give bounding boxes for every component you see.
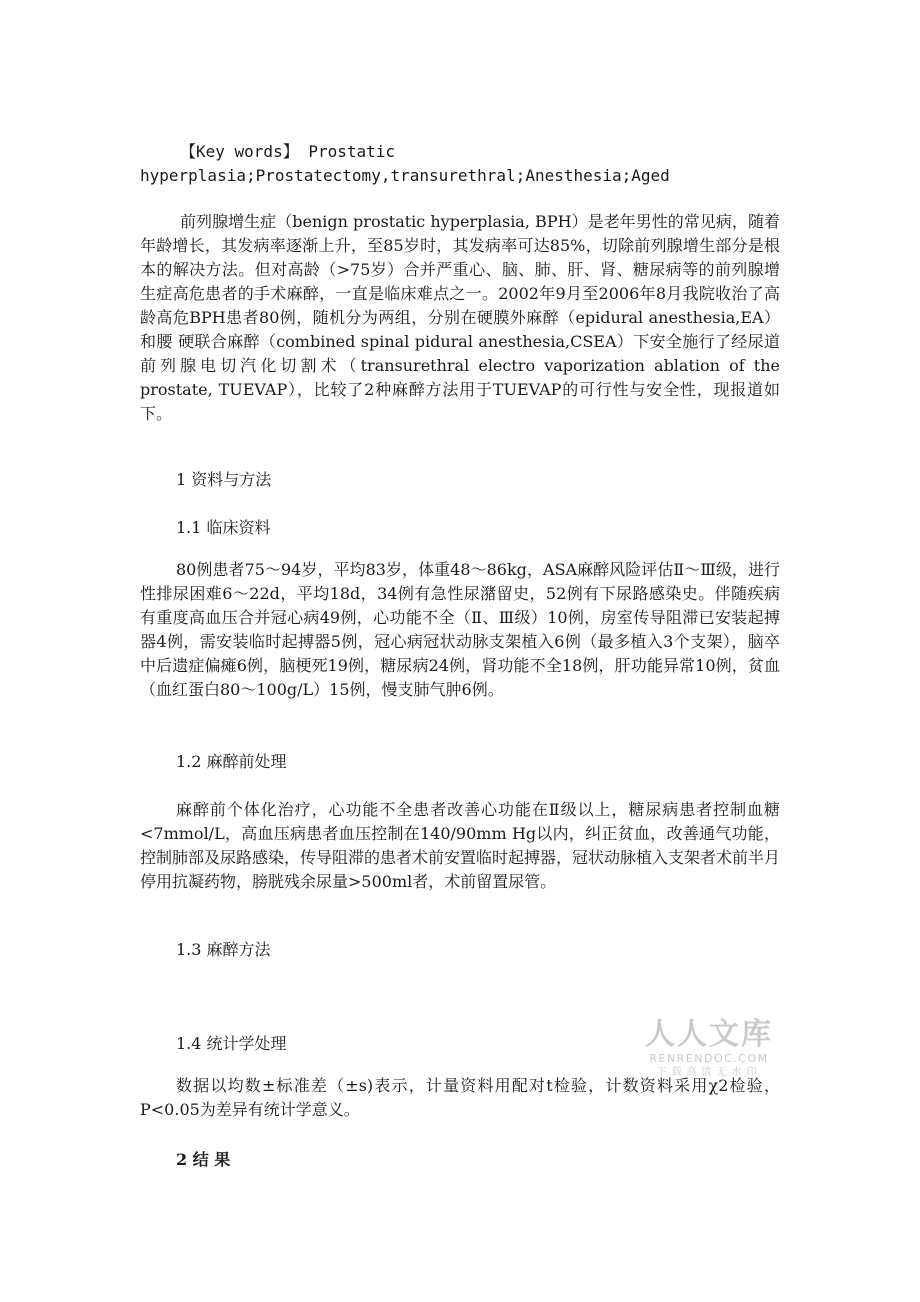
keywords-line-2: hyperplasia;Prostatectomy,transurethral;Anesthesia;Aged [140,166,670,185]
watermark-subtext: 下载高清无水印 [656,1067,762,1078]
clinical-data-paragraph: 80例患者75～94岁，平均83岁，体重48～86kg，ASA麻醉风险评估Ⅱ～Ⅲ级，进行性排尿困难6～22d，平均18d，34例有急性尿潴留史，52例有下尿路感染史。伴随疾病有重度高血压合并冠心病49例，心功能不全（Ⅱ、Ⅲ级）10例，房室传导阻滞已安装起搏器4例，需安装临时起搏器5例，冠心病冠状动脉支架植入6例（最多植入3个支架），脑卒中后遗症偏瘫6例，脑梗死19例，糖尿病24例，肾功能不全18例，肝功能异常10例，贫血（血红蛋白80～100g/L）15例，慢支肺气肿6例。 [140,560,780,699]
keywords-line-1: 【Key words】 Prostatic [180,142,396,161]
watermark-logo [644,1018,774,1080]
section-1-heading: 1 资料与方法 [176,470,272,489]
section-2-heading: 2 结 果 [176,1150,231,1169]
intro-paragraph: 前列腺增生症（benign prostatic hyperplasia, BPH）是老年男性的常见病，随着年龄增长，其发病率逐渐上升，至85岁时，其发病率可达85%，切除前列腺增生部分是根本的解决方法。但对高龄（>75岁）合并严重心、脑、肺、肝、肾、糖尿病等的前列腺增生症高危患者的手术麻醉，一直是临床难点之一。2002年9月至2006年8月我院收治了高龄高危BPH患者80例，随机分为两组，分别在硬膜外麻醉（epidural anesthesia,EA）和腰 硬联合麻醉（combined spinal pidural anesthesia,CSEA）下安全施行了经尿道前列腺电切汽化切割术（transurethral electro vaporization ablation of the prostate, TUEVAP），比较了2种麻醉方法用于TUEVAP的可行性与安全性，现报道如下。 [140,212,780,423]
section-1-4-heading: 1.4 统计学处理 [176,1034,287,1053]
preanesthesia-paragraph: 麻醉前个体化治疗，心功能不全患者改善心功能在Ⅱ级以上，糖尿病患者控制血糖<7mmol/L，高血压病患者血压控制在140/90mm Hg以内，纠正贫血，改善通气功能，控制肺部及尿路感染，传导阻滞的患者术前安置临时起搏器，冠状动脉植入支架者术前半月停用抗凝药物，膀胱残余尿量>500ml者，术前留置尿管。 [140,800,781,891]
statistics-paragraph: 数据以均数±标准差（±s)表示，计量资料用配对t检验，计数资料采用χ2检验，P<0.05为差异有统计学意义。 [140,1076,780,1119]
section-1-1-heading: 1.1 临床资料 [176,518,271,537]
watermark-main-text: 人人文库 [645,1017,773,1052]
section-1-3-heading: 1.3 麻醉方法 [176,940,271,959]
section-1-2-heading: 1.2 麻醉前处理 [176,752,287,771]
keywords-block [140,140,780,188]
watermark-url: RENRENDOC.COM [649,1052,769,1065]
